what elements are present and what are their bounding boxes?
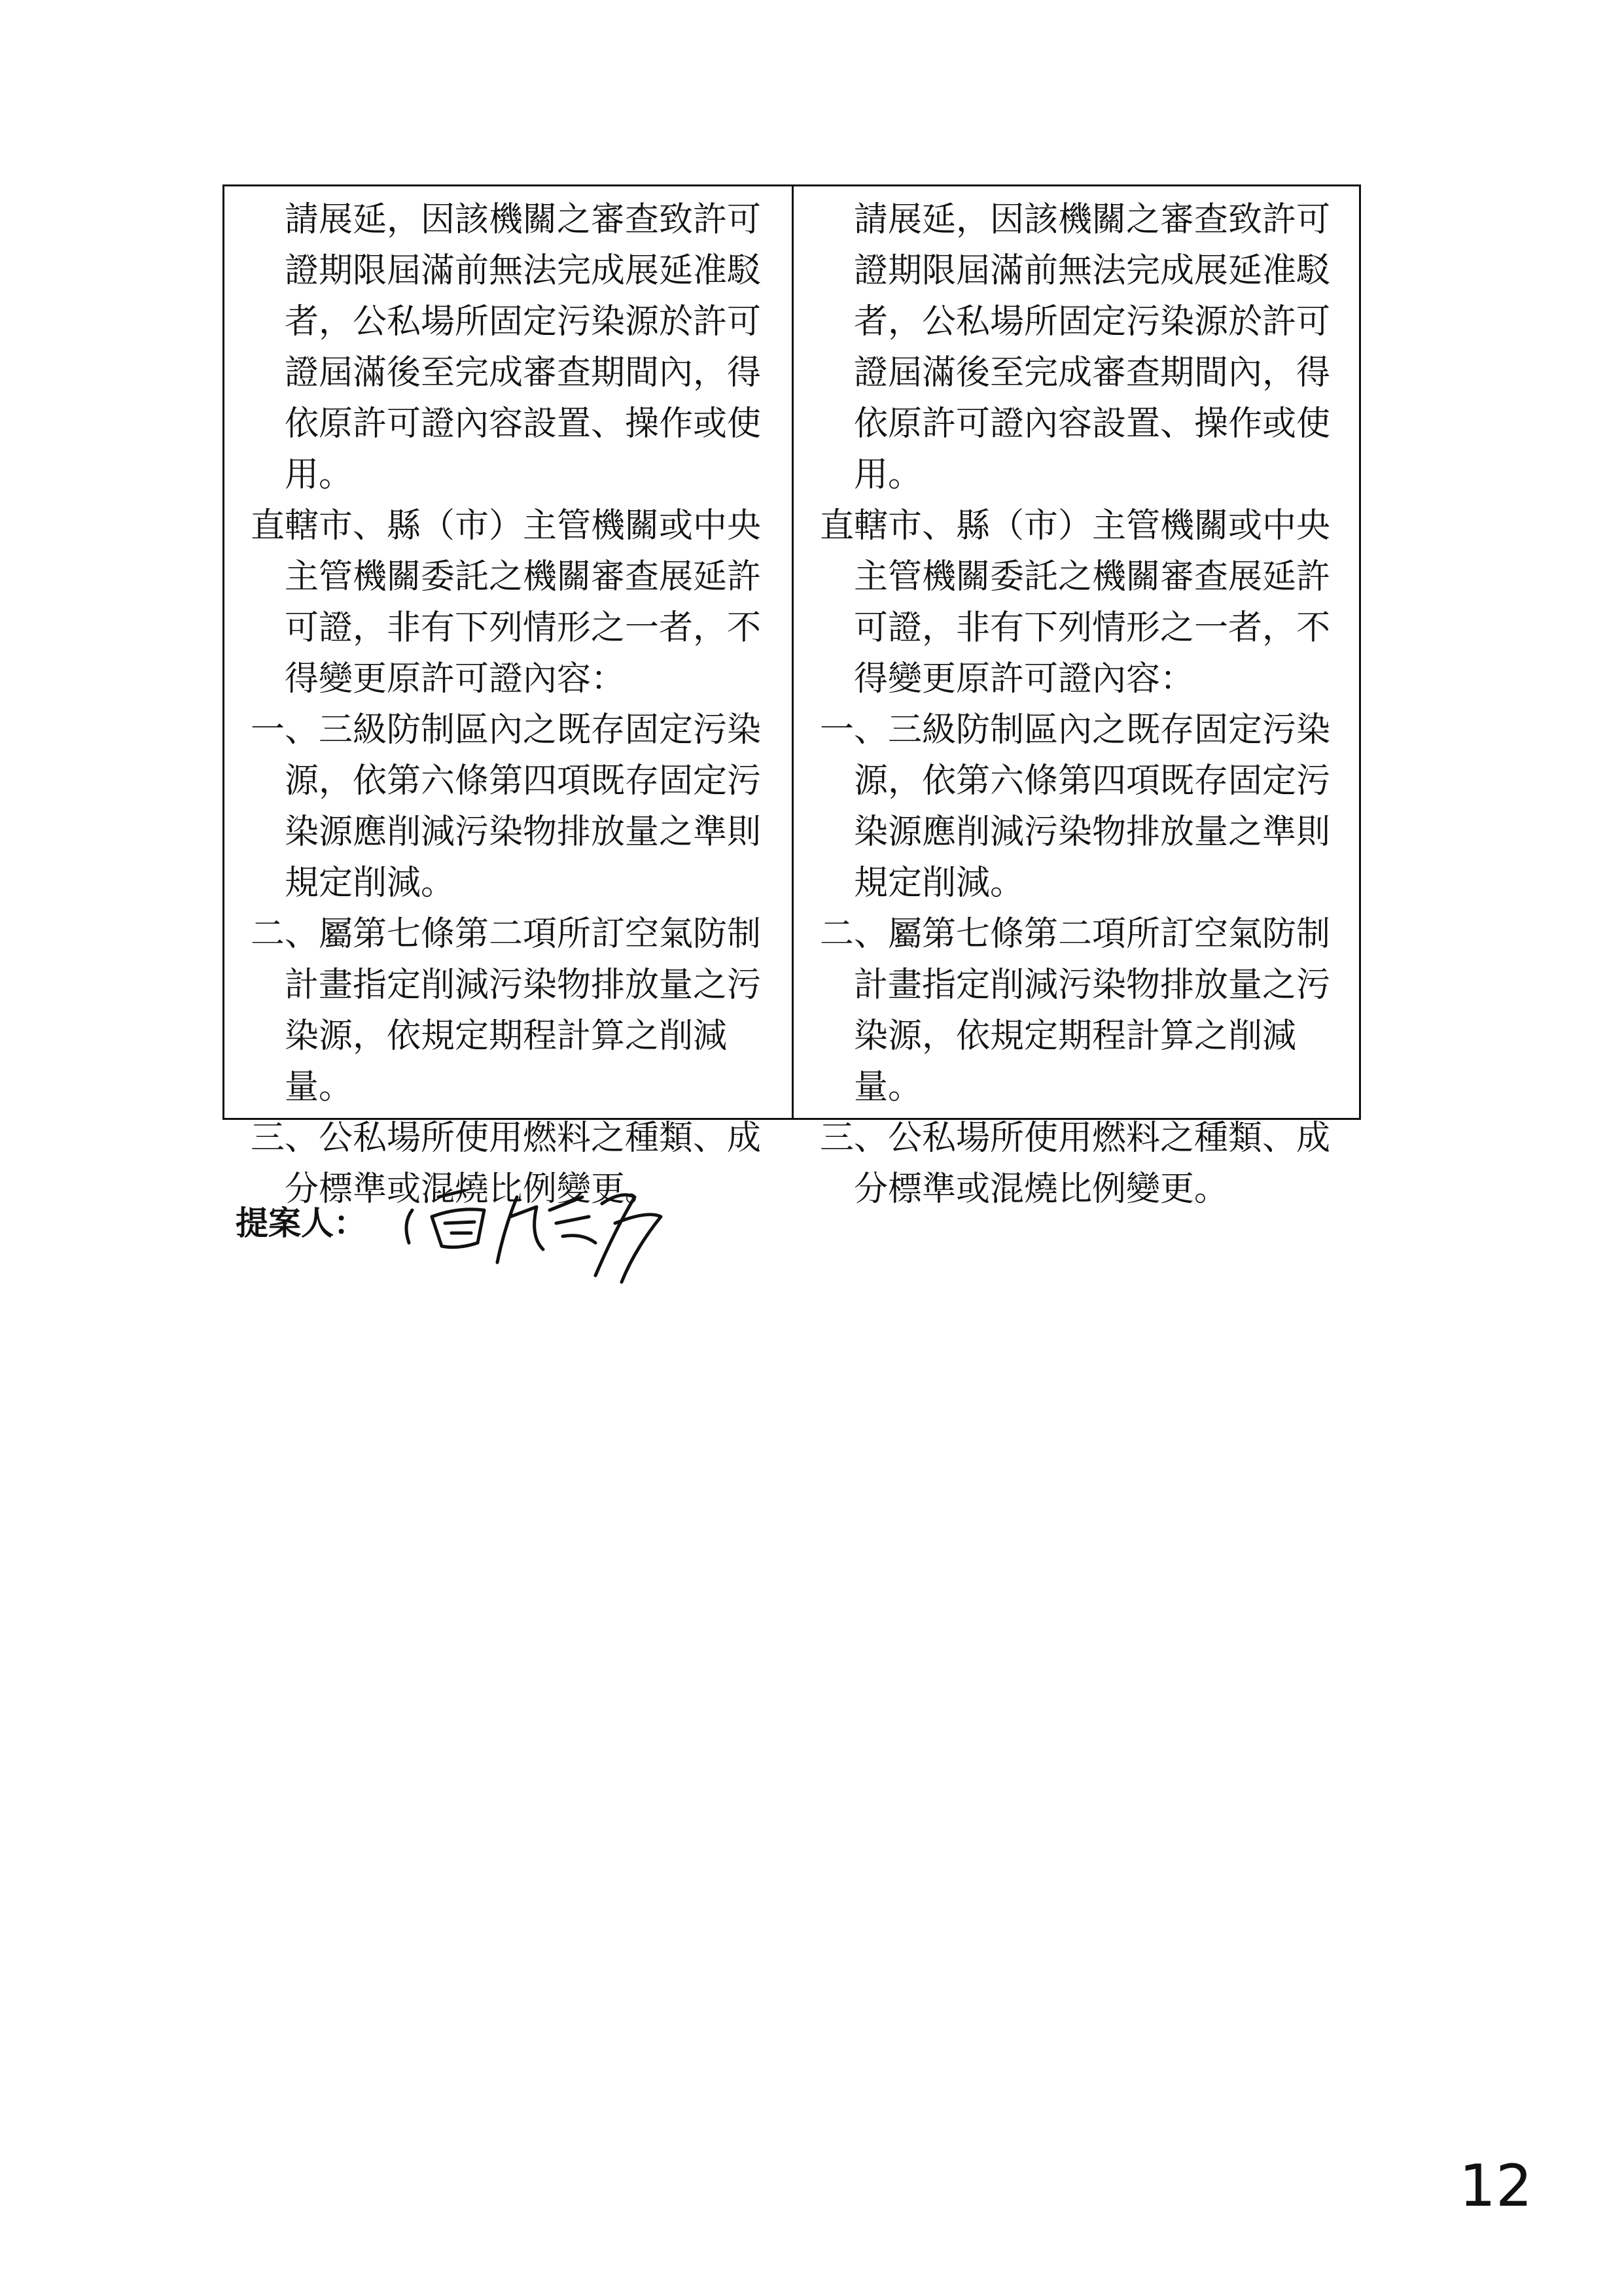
- handwritten-signature: [386, 1171, 726, 1295]
- list-item-1: 一、三級防制區內之既存固定污染源，依第六條第四項既存固定污染源應削減污染物排放量之準則規定削減。: [820, 710, 1331, 903]
- list-item-2: 二、屬第七條第二項所訂空氣防制計畫指定削減污染物排放量之污染源，依規定期程計算之削減量。: [251, 914, 762, 1107]
- proposer-block: [236, 1171, 824, 1302]
- table-column-right: [792, 186, 1359, 1209]
- list-item-3: 三、公私場所使用燃料之種類、成分標準或混燒比例變更。: [251, 1119, 762, 1209]
- table-column-left: [224, 186, 792, 1209]
- list-item-3: 三、公私場所使用燃料之種類、成分標準或混燒比例變更。: [820, 1119, 1331, 1209]
- paragraph-review-conditions: 直轄市、縣（市）主管機關或中央主管機關委託之機關審查展延許可證，非有下列情形之一者，不得變更原許可證內容：: [820, 506, 1331, 699]
- paragraph-extension: 請展延，因該機關之審查致許可證期限屆滿前無法完成展延准駁者，公私場所固定污染源於許可證屆滿後至完成審查期間內，得依原許可證內容設置、操作或使用。: [854, 200, 1331, 495]
- paragraph-extension: 請展延，因該機關之審查致許可證期限屆滿前無法完成展延准駁者，公私場所固定污染源於許可證屆滿後至完成審查期間內，得依原許可證內容設置、操作或使用。: [285, 200, 762, 495]
- paragraph-review-conditions: 直轄市、縣（市）主管機關或中央主管機關委託之機關審查展延許可證，非有下列情形之一者，不得變更原許可證內容：: [251, 506, 762, 699]
- proposer-label: 提案人：: [236, 1204, 366, 1242]
- list-item-2: 二、屬第七條第二項所訂空氣防制計畫指定削減污染物排放量之污染源，依規定期程計算之削減量。: [820, 914, 1331, 1107]
- comparison-table: [222, 184, 1361, 1209]
- page-number: 12: [1459, 2152, 1532, 2219]
- list-item-1: 一、三級防制區內之既存固定污染源，依第六條第四項既存固定污染源應削減污染物排放量之準則規定削減。: [251, 710, 762, 903]
